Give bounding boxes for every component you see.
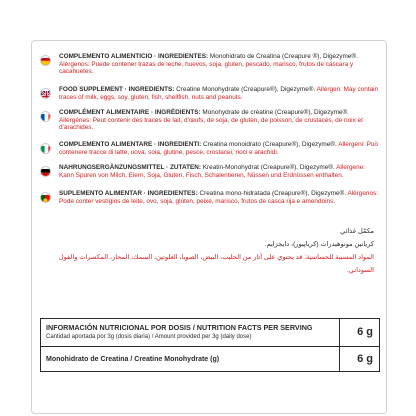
- section-title: COMPLEMENTO ALIMENTARE · INGREDIENTI:: [59, 141, 202, 148]
- section-title: FOOD SUPPLEMENT · INGREDIENTS:: [59, 86, 175, 93]
- section-content: Kreatin-Monohydrat (Creapure®), Digezyme®.: [201, 164, 335, 171]
- section-allergen: Allergeni: Può contenere tracce di latte, uova, soia, glutine, pesce, crostacei, noci e arachidi.: [59, 141, 378, 156]
- section-allergen: Allergen: May contain traces of milk, eggs, soy, gluten, fish, shellfish, nuts and peanuts.: [59, 86, 379, 101]
- section-allergen: Alérgenos: Puede contener trazas de leche, huevos, soja, gluten, pescado, marisco, frutos de cáscara y cacahuetes.: [59, 60, 354, 76]
- nutrition-table: [40, 318, 380, 372]
- arabic-allergen: المواد المسببة للحساسية: قد يحتوي على آثار من الحليب، البيض، الصويا، الغلوتين، السمك، المحار، المكسرات والفول السوداني.: [58, 254, 374, 274]
- section-title: SUPLEMENTO ALIMENTAR · INGREDIENTES:: [59, 190, 198, 197]
- es-flag-icon: [40, 55, 51, 66]
- uk-flag-icon: [40, 88, 51, 99]
- nutrition-row: [41, 347, 379, 373]
- section-en-text: [59, 86, 381, 101]
- it-flag-icon: [40, 143, 51, 154]
- de-flag-icon: [40, 166, 51, 177]
- arabic-content: كرياتين مونوهيدرات (كرياپيور)، دايجزايم.: [264, 241, 374, 248]
- section-it-text: [59, 141, 381, 156]
- nutrient-name: Monohidrato de Creatina / Creatine Monohydrate (g): [46, 356, 220, 363]
- fr-flag-icon: [40, 111, 51, 122]
- nutrition-header-row: [41, 319, 379, 347]
- section-allergen: Alérgenos: Pode conter vestígios de leite, ovo, soja, glúten, peixe, marisco, frutos de casca rija e amendoins.: [59, 190, 378, 205]
- section-allergen: Allergènes: Peut contenir des traces de lait, d'œufs, de soja, de gluten, de poisson, de crustacés, de noix et d'arachides.: [59, 116, 363, 132]
- section-pt-text: [59, 190, 381, 205]
- nutrition-header: INFORMACIÓN NUTRICIONAL POR DOSIS / NUTRITION FACTS PER SERVING: [46, 323, 313, 332]
- section-content: Creatina monoidrato (Creapure®), Digezyme®.: [201, 141, 337, 148]
- section-content: Monohydrate de créatine (Creapure®), Digezyme®.: [200, 109, 349, 116]
- section-content: Monohidrato de Creatina (Creapure ®), Digezyme®.: [208, 53, 358, 60]
- nutrient-value: 6 g: [357, 353, 373, 365]
- label-card: [31, 40, 387, 414]
- pt-flag-icon: [40, 192, 51, 203]
- arabic-title: مكمّل غذائي: [340, 228, 374, 235]
- section-de-text: [59, 164, 381, 179]
- section-title: COMPLÉMENT ALIMENTAIRE · INGRÉDIENTS:: [59, 109, 201, 116]
- section-content: Creatine Monohydrate (Creapure®), Digezyme®.: [174, 86, 316, 93]
- section-ar: [44, 225, 374, 277]
- nutrition-subheader: Cantidad aportada por 3g (dosis diaria) / Amount provided per 3g (daily dose): [46, 334, 252, 340]
- section-allergen: Allergene: Kann Spuren von Milch, Eiern, Soja, Gluten, Fisch, Schalentieren, Nüssen und Erdnüssen enthalten.: [59, 164, 365, 179]
- section-es-text: [59, 53, 381, 76]
- serving-value: 6 g: [357, 326, 373, 338]
- section-title: COMPLEMENTO ALIMENTICIO · INGREDIENTES:: [59, 53, 209, 60]
- section-content: Creatina mono-hidratada (Creapure®), Digezyme®.: [197, 190, 347, 197]
- section-fr-text: [59, 109, 381, 132]
- section-title: NAHRUNGSERGÄNZUNGSMITTEL · ZUTATEN:: [59, 164, 202, 171]
